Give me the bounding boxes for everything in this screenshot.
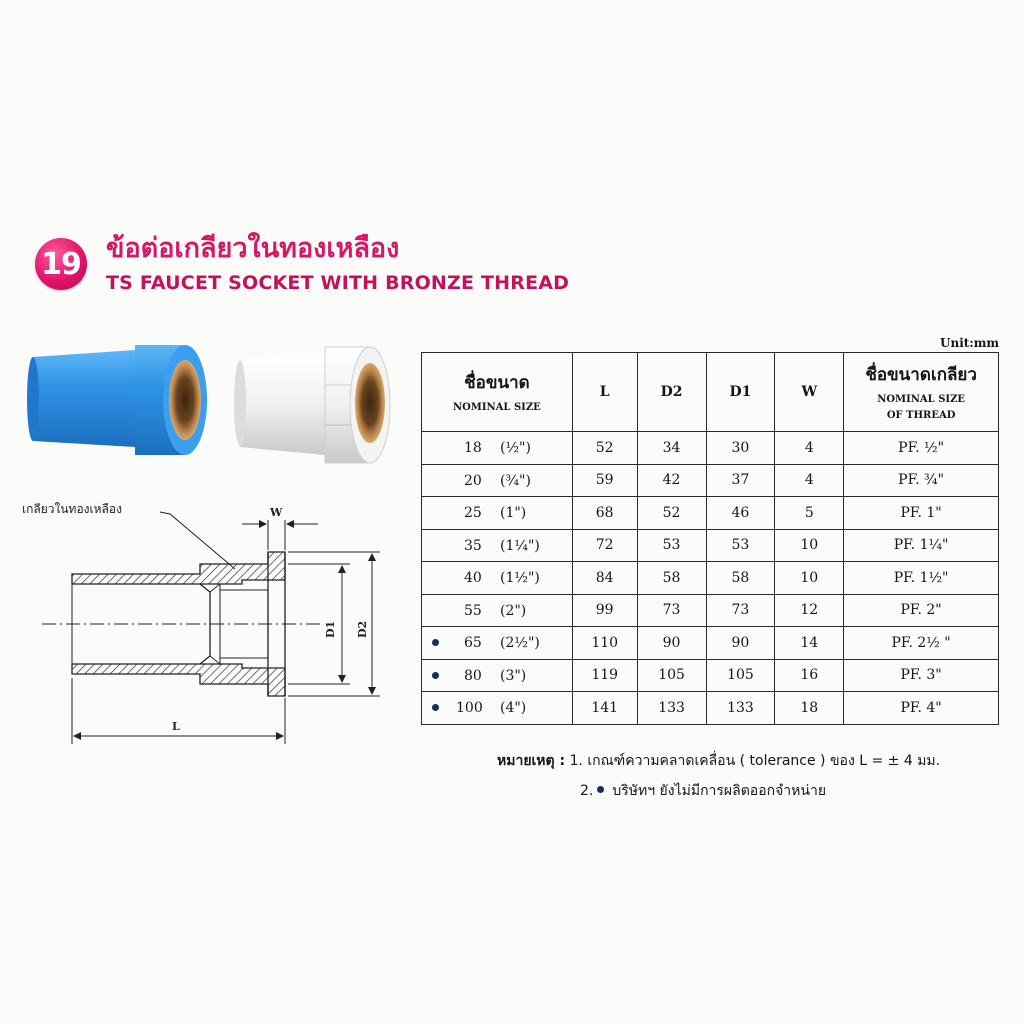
- size-inch: (3"): [500, 667, 527, 684]
- size-mm: 65: [464, 635, 482, 651]
- cross-section-drawing: [20, 492, 410, 754]
- table-row: [422, 594, 999, 627]
- thread-callout-label: เกลียวในทองเหลือง: [22, 502, 122, 516]
- cell-d1: 37: [706, 464, 775, 497]
- size-mm: 35: [464, 537, 482, 554]
- note-2-number: 2.: [580, 783, 594, 799]
- dimension-table: [421, 352, 999, 725]
- size-inch: (1"): [500, 505, 527, 521]
- cell-l: 52: [572, 432, 637, 465]
- cell-d1: 46: [706, 497, 775, 530]
- product-photos: [25, 345, 405, 470]
- header-thread-size: ชื่อขนาดเกลียว NOMINAL SIZE OF THREAD: [844, 353, 999, 432]
- cell-nominal-size: [422, 529, 573, 562]
- cell-d2: 34: [637, 432, 706, 465]
- size-inch: (1½"): [500, 570, 540, 586]
- cell-l: 110: [572, 627, 637, 660]
- cell-l: 99: [572, 594, 637, 627]
- cell-w: 14: [775, 627, 844, 660]
- unit-label: Unit:mm: [940, 336, 1000, 350]
- size-mm: 100: [456, 700, 483, 716]
- size-inch: (2"): [500, 602, 527, 619]
- size-mm: 25: [464, 505, 482, 521]
- cell-w: 10: [775, 529, 844, 562]
- table-row: [422, 464, 999, 497]
- cell-nominal-size: [422, 464, 573, 497]
- cell-d2: 133: [637, 692, 706, 725]
- table-row: [422, 692, 999, 725]
- cell-d1: 30: [706, 432, 775, 465]
- not-produced-marker-dot: [432, 639, 439, 646]
- table-row: [422, 562, 999, 595]
- size-inch: (½"): [500, 440, 531, 456]
- cell-d2: 53: [637, 529, 706, 562]
- cell-d1: 133: [706, 692, 775, 725]
- size-mm: 55: [464, 602, 482, 619]
- note-line-2: [580, 780, 826, 802]
- dim-d1-label: D1: [324, 620, 337, 638]
- cell-d2: 90: [637, 627, 706, 660]
- size-mm: 18: [464, 440, 482, 456]
- cell-w: 12: [775, 594, 844, 627]
- dim-l-label: L: [172, 720, 180, 733]
- cell-d2: 58: [637, 562, 706, 595]
- product-number: 19: [41, 246, 81, 282]
- size-inch: (1¼"): [500, 537, 540, 554]
- cell-d1: 53: [706, 529, 775, 562]
- size-inch: (2½"): [500, 635, 540, 651]
- cell-l: 59: [572, 464, 637, 497]
- note-line-1: [497, 750, 940, 772]
- table-row: [422, 432, 999, 465]
- table-row: [422, 497, 999, 530]
- cell-l: 84: [572, 562, 637, 595]
- cell-d1: 105: [706, 659, 775, 692]
- cell-w: 5: [775, 497, 844, 530]
- cell-nominal-size: [422, 627, 573, 660]
- cell-thread: PF. 2½ ": [844, 627, 999, 660]
- cell-nominal-size: [422, 594, 573, 627]
- size-inch: (4"): [500, 700, 527, 716]
- cell-nominal-size: [422, 562, 573, 595]
- table-row: [422, 659, 999, 692]
- cell-thread: PF. ¾": [844, 464, 999, 497]
- note-not-produced: บริษัทฯ ยังไม่มีการผลิตออกจำหน่าย: [612, 783, 827, 799]
- dim-w-label: W: [270, 506, 283, 519]
- cell-w: 16: [775, 659, 844, 692]
- cell-thread: PF. 1¼": [844, 529, 999, 562]
- cell-thread: PF. 2": [844, 594, 999, 627]
- cell-nominal-size: [422, 692, 573, 725]
- cell-thread: PF. 1½": [844, 562, 999, 595]
- header-nominal-size: ชื่อขนาด NOMINAL SIZE: [422, 353, 573, 432]
- table-header-row: [422, 353, 999, 432]
- cell-thread: PF. ½": [844, 432, 999, 465]
- cell-d2: 73: [637, 594, 706, 627]
- cell-thread: PF. 3": [844, 659, 999, 692]
- blue-fitting-photo: [27, 345, 207, 455]
- size-mm: 20: [464, 472, 482, 489]
- cell-nominal-size: [422, 432, 573, 465]
- header-d1: D1: [706, 353, 775, 432]
- product-number-badge: [35, 238, 87, 290]
- cell-w: 10: [775, 562, 844, 595]
- note-tolerance: 1. เกณฑ์ความคลาดเคลื่อน ( tolerance ) ของ L = ± 4 มม.: [569, 753, 941, 769]
- cell-l: 68: [572, 497, 637, 530]
- note-marker-dot: [597, 786, 604, 793]
- header-l: L: [572, 353, 637, 432]
- cell-w: 18: [775, 692, 844, 725]
- cell-w: 4: [775, 464, 844, 497]
- cell-d2: 52: [637, 497, 706, 530]
- cell-l: 72: [572, 529, 637, 562]
- cell-d1: 73: [706, 594, 775, 627]
- not-produced-marker-dot: [432, 672, 439, 679]
- size-inch: (¾"): [500, 472, 531, 489]
- table-row: [422, 627, 999, 660]
- white-fitting-photo: [234, 347, 390, 463]
- table-row: [422, 529, 999, 562]
- cell-l: 141: [572, 692, 637, 725]
- title-english: TS FAUCET SOCKET WITH BRONZE THREAD: [106, 272, 570, 294]
- header-w: W: [775, 353, 844, 432]
- title-thai: ข้อต่อเกลียวในทองเหลือง: [106, 233, 400, 264]
- cell-d1: 58: [706, 562, 775, 595]
- cell-thread: PF. 1": [844, 497, 999, 530]
- cell-d2: 105: [637, 659, 706, 692]
- cell-nominal-size: [422, 497, 573, 530]
- cell-thread: PF. 4": [844, 692, 999, 725]
- dim-d2-label: D2: [356, 620, 369, 638]
- cell-nominal-size: [422, 659, 573, 692]
- header-d2: D2: [637, 353, 706, 432]
- cell-w: 4: [775, 432, 844, 465]
- cell-d2: 42: [637, 464, 706, 497]
- cell-l: 119: [572, 659, 637, 692]
- size-mm: 80: [464, 667, 482, 684]
- cell-d1: 90: [706, 627, 775, 660]
- size-mm: 40: [464, 570, 482, 586]
- note-label: หมายเหตุ :: [497, 753, 566, 769]
- not-produced-marker-dot: [432, 704, 439, 711]
